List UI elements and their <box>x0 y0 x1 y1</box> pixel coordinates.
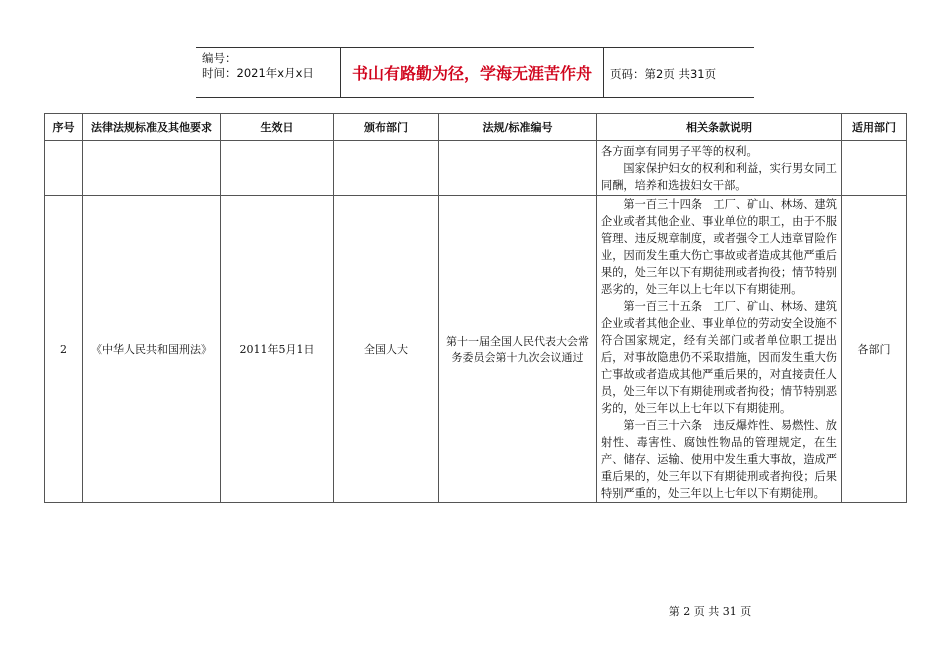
cell-regulation: 《中华人民共和国刑法》 <box>83 196 221 503</box>
regulations-table <box>44 113 907 503</box>
cell-index <box>45 141 83 196</box>
cell-index: 2 <box>45 196 83 503</box>
table-row <box>45 141 907 196</box>
col-header-issuer: 颁布部门 <box>334 114 439 141</box>
header-page-number: 页码：第2页 共31页 <box>610 67 717 81</box>
col-header-effective-date: 生效日 <box>221 114 334 141</box>
col-header-index: 序号 <box>45 114 83 141</box>
cell-issuer <box>334 141 439 196</box>
table-row <box>45 196 907 503</box>
cell-effective-date: 2011年5月1日 <box>221 196 334 503</box>
header-number: 编号： <box>202 51 237 65</box>
clause-paragraph: 第一百三十六条 违反爆炸性、易燃性、放射性、毒害性、腐蚀性物品的管理规定，在生产、储存、运输、使用中发生重大事故，造成严重后果的，处三年以下有期徒刑或者拘役；后果特别严重的，处三年以上七年以下有期徒刑。 <box>601 419 837 500</box>
table-header-row <box>45 114 907 141</box>
cell-issuer: 全国人大 <box>334 196 439 503</box>
header-meta <box>202 51 337 81</box>
col-header-code: 法规/标准编号 <box>439 114 597 141</box>
clause-paragraph: 第一百三十四条 工厂、矿山、林场、建筑企业或者其他企业、事业单位的职工，由于不服管理、违反规章制度，或者强令工人违章冒险作业，因而发生重大伤亡事故或者造成其他严重后果的，处三年以下有期徒刑或者拘役；情节特别恶劣的，处三年以上七年以下有期徒刑。 <box>601 198 837 296</box>
cell-department: 各部门 <box>842 196 907 503</box>
cell-code: 第十一届全国人民代表大会常务委员会第十九次会议通过 <box>439 196 597 503</box>
page-header <box>196 47 754 98</box>
clause-paragraph: 第一百三十五条 工厂、矿山、林场、建筑企业或者其他企业、事业单位的劳动安全设施不符合国家规定，经有关部门或者单位职工提出后，对事故隐患仍不采取措施，因而发生重大伤亡事故或者造成其他严重后果的，对直接责任人员，处三年以下有期徒刑或者拘役；情节特别恶劣的，处三年以上七年以下有期徒刑。 <box>601 300 837 415</box>
col-header-clauses: 相关条款说明 <box>597 114 842 141</box>
header-motto: 书山有路勤为径，学海无涯苦作舟 <box>340 48 604 97</box>
clause-paragraph: 国家保护妇女的权利和利益，实行男女同工同酬，培养和选拔妇女干部。 <box>601 161 837 192</box>
cell-code <box>439 141 597 196</box>
cell-clauses <box>597 141 842 196</box>
cell-regulation <box>83 141 221 196</box>
cell-department <box>842 141 907 196</box>
clause-paragraph: 各方面享有同男子平等的权利。 <box>601 144 758 158</box>
header-time: 时间：2021年x月x日 <box>202 66 314 80</box>
col-header-department: 适用部门 <box>842 114 907 141</box>
cell-effective-date <box>221 141 334 196</box>
page-footer: 第 2 页 共 31 页 <box>668 605 752 618</box>
cell-clauses <box>597 196 842 503</box>
col-header-regulation: 法律法规标准及其他要求 <box>83 114 221 141</box>
